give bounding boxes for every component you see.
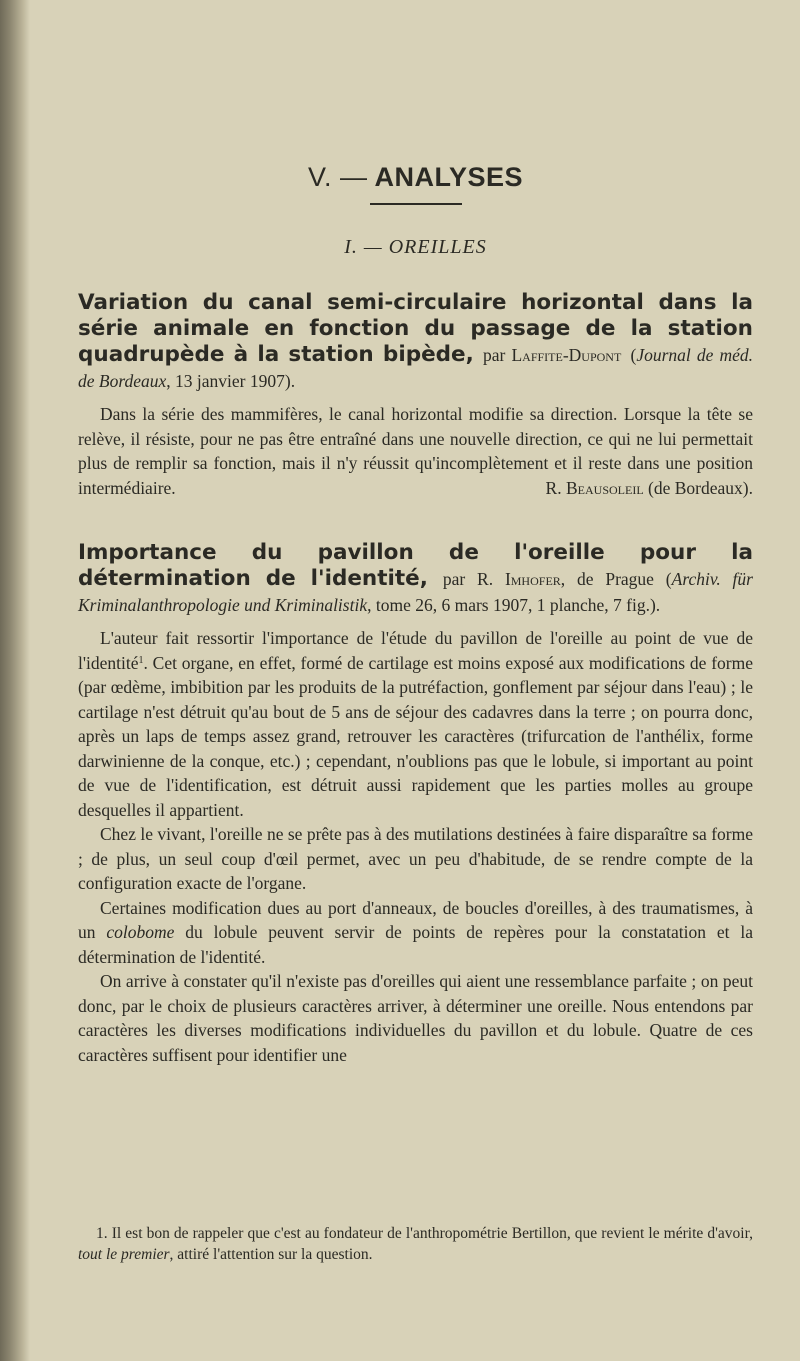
paragraph bbox=[78, 896, 753, 970]
section-title-text: ANALYSES bbox=[374, 162, 524, 192]
article-title: Importance du pavillon de l'oreille pour la détermination de l'identité, bbox=[78, 540, 753, 591]
section-number: V. — bbox=[307, 162, 368, 192]
ref-open: ( bbox=[630, 345, 637, 365]
footnote-ref[interactable]: 1 bbox=[138, 654, 144, 666]
paragraph: Chez le vivant, l'oreille ne se prête pas à des mutilations destinées à faire disparaître sa forme ; de plus, un seul coup d'œil permet, avec un peu d'habitude, de se rendre compte de la configuration exacte de l'organe. bbox=[78, 824, 753, 893]
section-title bbox=[78, 162, 753, 193]
article-body-text: Dans la série des mammifères, le canal horizontal modifie sa direction. Lorsque la tête se relève, il résiste, pour ne pas être entraîné dans une nouvelle direction, ce qui ne lui permettait plus de remplir sa fonction, mais il n'y réussit qu'incomplètement et il reste dans une position intermédiaire. bbox=[78, 404, 753, 498]
article-by: par R. bbox=[442, 569, 494, 589]
paragraph bbox=[78, 626, 753, 822]
article-author: Imhofer bbox=[504, 569, 561, 589]
footnote-text: Il est bon de rappeler que c'est au fondateur de l'anthropométrie Bertillon, que revient le mérite d'avoir, bbox=[111, 1225, 753, 1242]
book-binding-edge bbox=[0, 0, 30, 1361]
paragraph: On arrive à constater qu'il n'existe pas d'oreilles qui aient une ressemblance parfaite ; on peut donc, par le choix de plusieurs caractères arriver, à déterminer une oreille. Nous entendons par caractères les diverses modifications individuelles du pavillon et du lobule. Quatre de ces caractères suffisent pour identifier une bbox=[78, 971, 753, 1065]
article-place: , de Prague ( bbox=[560, 569, 672, 589]
article-pavillon-oreille bbox=[78, 540, 753, 1067]
reviewer-name: Beausoleil bbox=[565, 477, 644, 498]
page bbox=[78, 0, 753, 1361]
article-by: par bbox=[483, 345, 506, 365]
paragraph-text: Certaines modification dues au port d'anneaux, de boucles d'oreilles, à des traumatismes, à un bbox=[78, 897, 753, 942]
paragraph-text: L'auteur fait ressortir l'importance de l'étude du pavillon de l'oreille au point de vue de l'identité bbox=[78, 628, 753, 673]
footnote bbox=[78, 1224, 753, 1265]
paragraph-text: du lobule peuvent servir de points de repères pour la constatation et la détermination de l'identité. bbox=[78, 922, 754, 967]
journal-title: Archiv. für Kriminalanthropologie und Kriminalistik bbox=[78, 569, 753, 615]
reviewer-signature bbox=[524, 476, 753, 501]
footnote-number: 1. bbox=[96, 1225, 108, 1242]
footnote-text: , attiré l'attention sur la question. bbox=[169, 1245, 373, 1263]
article-title: Variation du canal semi-circulaire horizontal dans la série animale en fonction du passage de la station quadrupède à la station bipède, bbox=[78, 290, 753, 367]
paragraph-text: . Cet organe, en effet, formé de cartilage est moins exposé aux modifications de forme (par œdème, imbibition par les produits de la putréfaction, gonflement par séjour dans l'eau) ; le cartilage n'est détruit qu'au bout de 5 ans de séjour des cadavres dans la terre ; on pourra donc, après un laps de temps assez grand, retrouver les caractères (trifurcation de l'anthélix, forme darwinienne de la conque, etc.) ; cependant, n'oublions pas que le lobule, si important au point de vue de l'identification, est détruit aussi rapidement que les parties molles au groupe desquelles il appartient. bbox=[78, 652, 753, 820]
title-rule bbox=[370, 203, 462, 205]
emphasis: colobome bbox=[106, 922, 175, 942]
reviewer-initial: R. bbox=[545, 477, 562, 498]
subsection-title: I. — OREILLES bbox=[344, 236, 487, 258]
article-heading bbox=[78, 290, 753, 394]
article-author: Laffite-Dupont bbox=[511, 345, 622, 365]
article-canal-semi-circulaire bbox=[78, 290, 753, 500]
ref-close: , 13 janvier 1907). bbox=[166, 371, 296, 391]
journal-title: Journal de méd. de Bordeaux bbox=[78, 345, 753, 391]
reviewer-place: (de Bordeaux). bbox=[648, 477, 753, 498]
article-body bbox=[78, 402, 753, 500]
footnote-emphasis: tout le premier bbox=[78, 1245, 170, 1263]
article-heading bbox=[78, 540, 753, 618]
ref-close: , tome 26, 6 mars 1907, 1 planche, 7 fig.). bbox=[367, 595, 661, 615]
